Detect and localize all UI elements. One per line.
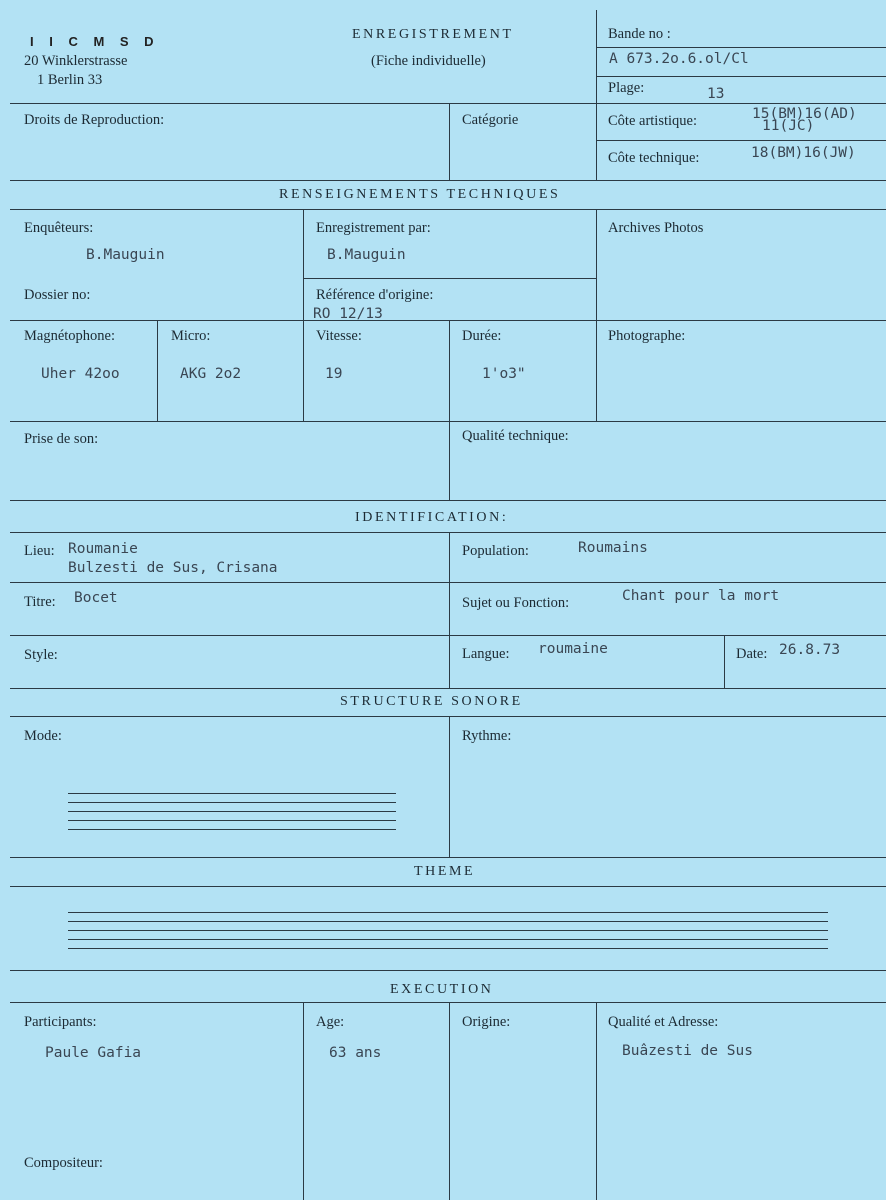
lieu-line2: Bulzesti de Sus, Crisana [68,560,278,576]
vrule-exec-1 [303,1002,304,1200]
vitesse-label: Vitesse: [316,328,362,344]
bande-label: Bande no : [608,26,671,42]
rule-structure [10,716,886,717]
section-identification: IDENTIFICATION: [355,510,509,525]
section-renseignements: RENSEIGNEMENTS TECHNIQUES [279,187,561,202]
sujet-value: Chant pour la mort [622,588,780,604]
mode-label: Mode: [24,728,62,744]
titre-label: Titre: [24,594,56,610]
date-label: Date: [736,646,768,662]
rule-identification [10,532,886,533]
rule-style-bottom [10,688,886,689]
langue-value: roumaine [538,641,608,657]
vrule-structure [449,716,450,857]
enreg-par-value: B.Mauguin [327,247,406,263]
langue-label: Langue: [462,646,510,662]
rule-header-bottom [10,103,886,104]
lieu-label: Lieu: [24,543,55,559]
reference-value: RO 12/13 [313,306,383,322]
rule-tech-row1-bottom [10,320,886,321]
cote-technique-label: Côte technique: [608,150,700,166]
form-title: ENREGISTREMENT [352,27,514,42]
enqueteurs-label: Enquêteurs: [24,220,94,236]
qualite-adresse-value: Buâzesti de Sus [622,1043,753,1059]
rule-titre-bottom [10,635,886,636]
magnetophone-label: Magnétophone: [24,328,116,344]
qualite-technique-label: Qualité technique: [462,428,569,444]
vrule-micro [157,320,158,421]
vrule-exec-2 [449,1002,450,1200]
rule-theme-bottom [10,970,886,971]
age-label: Age: [316,1014,345,1030]
vrule-categorie [449,103,450,180]
form-subtitle: (Fiche individuelle) [371,53,486,69]
age-value: 63 ans [329,1045,382,1061]
institute-street: 20 Winklerstrasse [24,53,128,69]
vrule-duree [449,320,450,421]
rule-execution [10,1002,886,1003]
rule-enreg-par-split [304,278,596,279]
dossier-label: Dossier no: [24,287,91,303]
droits-label: Droits de Reproduction: [24,112,165,128]
vrule-date [724,635,725,688]
categorie-label: Catégorie [462,112,519,128]
lieu-line1: Roumanie [68,541,138,557]
qualite-adresse-label: Qualité et Adresse: [608,1014,719,1030]
cote-artistique-label: Côte artistique: [608,113,697,129]
archives-photos-label: Archives Photos [608,220,704,236]
date-value: 26.8.73 [779,642,841,658]
vrule-prise [449,421,450,500]
cote-technique-value: 18(BM)16(JW) [751,145,856,161]
sujet-label: Sujet ou Fonction: [462,595,570,611]
vrule-tech-2 [596,209,597,421]
rythme-label: Rythme: [462,728,512,744]
vrule-header [596,10,597,180]
vitesse-value: 19 [325,366,343,382]
plage-value: 13 [707,86,725,102]
plage-label: Plage: [608,80,645,96]
rule-prise-bottom [10,500,886,501]
rule-renseignements [10,209,886,210]
rule-theme [10,886,886,887]
rule-header-right-1 [597,47,886,48]
reference-label: Référence d'origine: [316,287,434,303]
magnetophone-value: Uher 42oo [41,366,120,382]
style-label: Style: [24,647,58,663]
rule-lieu-bottom [10,582,886,583]
population-label: Population: [462,543,529,559]
duree-value: 1'o3" [482,366,526,382]
vrule-tech-1 [303,209,304,421]
origine-label: Origine: [462,1014,511,1030]
vrule-exec-3 [596,1002,597,1200]
enqueteurs-value: B.Mauguin [86,247,165,263]
photographe-label: Photographe: [608,328,686,344]
population-value: Roumains [578,540,648,556]
micro-label: Micro: [171,328,211,344]
prise-de-son-label: Prise de son: [24,431,99,447]
rule-cote-split [597,140,886,141]
section-theme: THEME [414,864,476,879]
titre-value: Bocet [74,590,118,606]
enreg-par-label: Enregistrement par: [316,220,431,236]
cote-artistique-line1: 15(BM)16(AD) [752,106,857,122]
rule-top-block-bottom [10,180,886,181]
participants-value: Paule Gafia [45,1045,142,1061]
section-structure: STRUCTURE SONORE [340,694,523,709]
cote-artistique-line2: 11(JC) [762,118,815,134]
rule-header-right-2 [597,76,886,77]
duree-label: Durée: [462,328,502,344]
institute-abbr: I I C M S D [30,34,160,49]
rule-mode-bottom [10,857,886,858]
institute-city: 1 Berlin 33 [37,72,103,88]
compositeur-label: Compositeur: [24,1155,103,1171]
vrule-ident [449,532,450,688]
bande-value: A 673.2o.6.ol/Cl [609,51,749,67]
section-execution: EXECUTION [390,982,494,997]
micro-value: AKG 2o2 [180,366,242,382]
participants-label: Participants: [24,1014,97,1030]
rule-tech-row2-bottom [10,421,886,422]
